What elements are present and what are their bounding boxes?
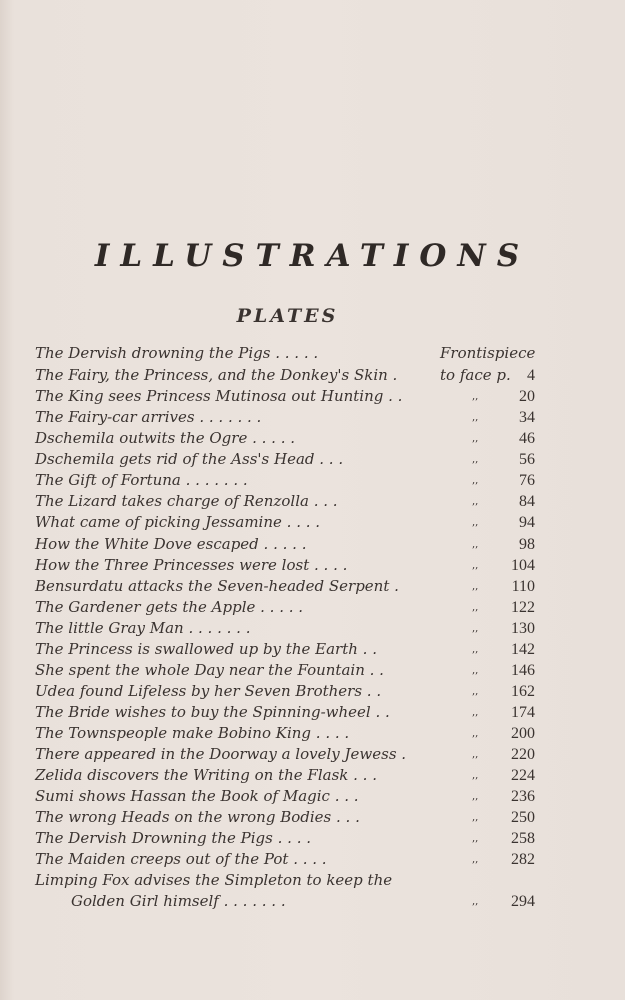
list-item	[0, 786, 625, 807]
illustration-reference: Frontispiece	[440, 344, 536, 362]
illustration-title: The Maiden creeps out of the Pot . . . .	[35, 850, 327, 868]
ditto-mark: ,,	[472, 791, 479, 802]
section-subheading: PLATES	[236, 305, 339, 327]
page-number: 258	[511, 830, 535, 847]
ditto-mark: ,,	[472, 581, 479, 592]
list-item	[0, 407, 625, 428]
ditto-mark: ,,	[472, 560, 479, 571]
page-number: 122	[511, 599, 535, 616]
ditto-mark: ,,	[472, 454, 479, 465]
list-item	[0, 660, 625, 681]
illustration-title: The little Gray Man . . . . . . .	[35, 619, 251, 637]
list-item	[0, 723, 625, 744]
ditto-mark: ,,	[472, 896, 479, 907]
page-number: 162	[511, 683, 535, 700]
list-item	[0, 386, 625, 407]
page-number: 220	[511, 746, 535, 763]
page-number: 146	[511, 662, 535, 679]
illustration-title: Dschemila gets rid of the Ass's Head . . .	[35, 450, 344, 468]
illustration-title: The Bride wishes to buy the Spinning-wheel . .	[35, 703, 390, 721]
page-number: 294	[511, 893, 535, 910]
page-number: 76	[519, 472, 535, 489]
list-item	[0, 639, 625, 660]
page-number: 94	[519, 514, 535, 531]
illustration-title: The Gift of Fortuna . . . . . . .	[35, 471, 248, 489]
illustration-title: The Princess is swallowed up by the Earth . .	[35, 640, 377, 658]
list-item	[0, 365, 625, 386]
ditto-mark: ,,	[472, 770, 479, 781]
illustration-title: She spent the whole Day near the Fountain . .	[35, 661, 384, 679]
illustration-title: Udea found Lifeless by her Seven Brothers . .	[35, 682, 382, 700]
page-number: 34	[519, 409, 535, 426]
list-item	[0, 428, 625, 449]
list-item	[0, 891, 625, 912]
list-item	[0, 765, 625, 786]
list-item	[0, 597, 625, 618]
ditto-mark: ,,	[472, 433, 479, 444]
list-item	[0, 681, 625, 702]
list-item	[0, 744, 625, 765]
list-item	[0, 449, 625, 470]
illustration-title: The Townspeople make Bobino King . . . .	[35, 724, 350, 742]
list-item	[0, 702, 625, 723]
page-number: 282	[511, 851, 535, 868]
illustration-title: The Gardener gets the Apple . . . . .	[35, 598, 304, 616]
ditto-mark: ,,	[472, 517, 479, 528]
page-number: 110	[511, 578, 535, 595]
ditto-mark: ,,	[472, 475, 479, 486]
illustration-title: The wrong Heads on the wrong Bodies . . .	[35, 808, 360, 826]
page-number: 174	[511, 704, 535, 721]
list-item	[0, 470, 625, 491]
list-item	[0, 828, 625, 849]
ditto-mark: ,,	[472, 496, 479, 507]
page-number: 4	[527, 367, 535, 384]
illustration-title: Zelida discovers the Writing on the Flask . . .	[35, 766, 377, 784]
list-item	[0, 807, 625, 828]
ditto-mark: ,,	[472, 812, 479, 823]
page-number: 200	[511, 725, 535, 742]
ditto-mark: ,,	[472, 833, 479, 844]
page-number: 250	[511, 809, 535, 826]
ditto-mark: ,,	[472, 686, 479, 697]
page-number: 130	[511, 620, 535, 637]
ditto-mark: ,,	[472, 644, 479, 655]
page-number: 98	[519, 536, 535, 553]
illustration-title: How the Three Princesses were lost . . . .	[35, 556, 348, 574]
page-number: 46	[519, 430, 535, 447]
illustration-title: Golden Girl himself . . . . . . .	[71, 892, 286, 910]
ditto-mark: ,,	[472, 412, 479, 423]
illustration-title: The King sees Princess Mutinosa out Hunting . .	[35, 387, 403, 405]
illustration-title: The Dervish Drowning the Pigs . . . .	[35, 829, 312, 847]
page-number: 20	[519, 388, 535, 405]
list-item	[0, 870, 625, 891]
ditto-mark: ,,	[472, 728, 479, 739]
illustration-title: The Fairy-car arrives . . . . . . .	[35, 408, 262, 426]
illustration-title: Bensurdatu attacks the Seven-headed Serpent .	[35, 577, 399, 595]
illustration-title: There appeared in the Doorway a lovely Jewess .	[35, 745, 407, 763]
list-item	[0, 618, 625, 639]
list-item	[0, 555, 625, 576]
illustration-title: Sumi shows Hassan the Book of Magic . . .	[35, 787, 359, 805]
ditto-mark: ,,	[472, 391, 479, 402]
page-number: 56	[519, 451, 535, 468]
illustration-title: What came of picking Jessamine . . . .	[35, 513, 321, 531]
illustration-title: Limping Fox advises the Simpleton to keep the	[35, 871, 393, 889]
ditto-mark: ,,	[472, 707, 479, 718]
page-number: 236	[511, 788, 535, 805]
page-number: 104	[511, 557, 535, 574]
ditto-mark: ,,	[472, 602, 479, 613]
ditto-mark: ,,	[472, 623, 479, 634]
ditto-mark: ,,	[472, 749, 479, 760]
list-item	[0, 512, 625, 533]
illustration-title: The Lizard takes charge of Renzolla . . .	[35, 492, 338, 510]
list-item	[0, 534, 625, 555]
list-item	[0, 491, 625, 512]
ditto-mark: ,,	[472, 539, 479, 550]
illustration-title: Dschemila outwits the Ogre . . . . .	[35, 429, 296, 447]
ditto-mark: ,,	[472, 854, 479, 865]
ditto-mark: ,,	[472, 665, 479, 676]
illustration-reference: to face p.	[440, 366, 511, 384]
page-number: 142	[511, 641, 535, 658]
page-number: 224	[511, 767, 535, 784]
illustration-title: The Fairy, the Princess, and the Donkey's Skin .	[35, 366, 398, 384]
page-number: 84	[519, 493, 535, 510]
list-item	[0, 343, 625, 364]
illustration-title: How the White Dove escaped . . . . .	[35, 535, 307, 553]
page-heading: ILLUSTRATIONS	[94, 238, 531, 274]
list-item	[0, 849, 625, 870]
list-item	[0, 576, 625, 597]
illustration-title: The Dervish drowning the Pigs . . . . .	[35, 344, 319, 362]
